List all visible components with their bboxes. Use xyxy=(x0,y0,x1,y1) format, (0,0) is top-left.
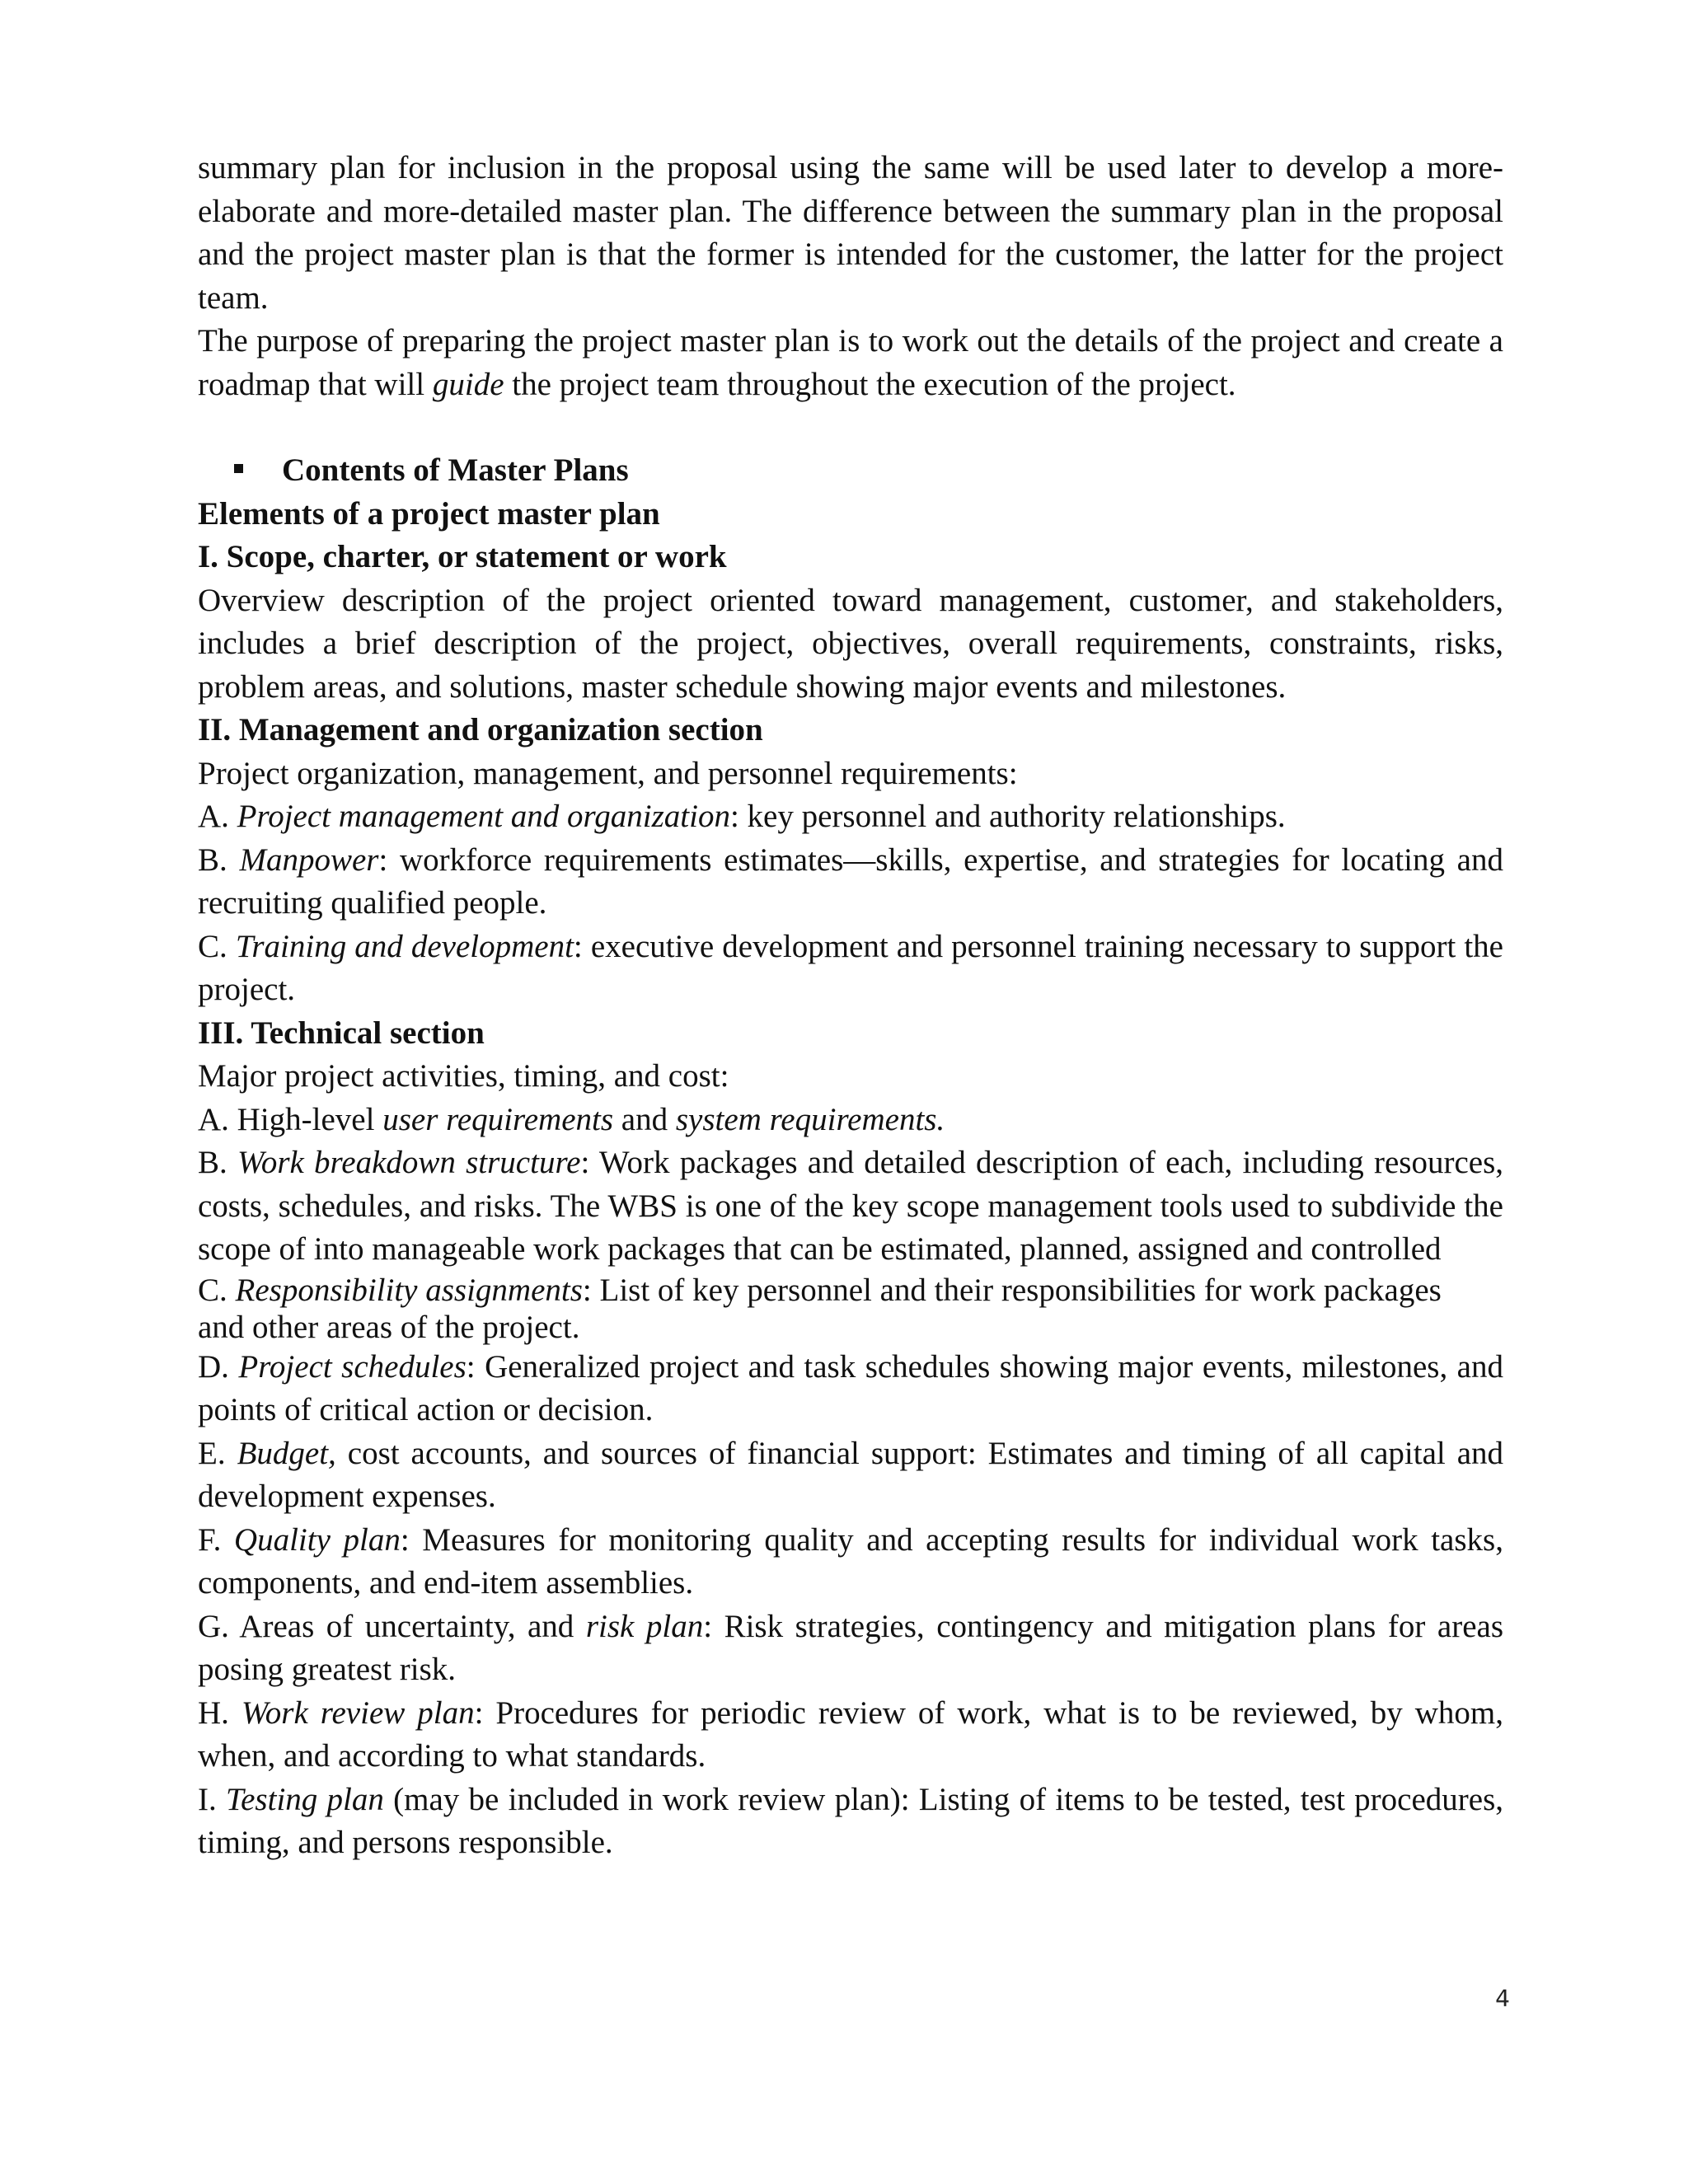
section-3-item-h: H. Work review plan: Procedures for periodic review of work, what is to be reviewed, by whom, when, and according to what standards. xyxy=(198,1694,1503,1774)
section-3-item-g: G. Areas of uncertainty, and risk plan: Risk strategies, contingency and mitigation plans for areas posing greatest risk. xyxy=(198,1608,1503,1687)
intro-paragraph-1: summary plan for inclusion in the proposal using the same will be used later to develop a more-elaborate and more-detailed master plan. The difference between the summary plan in the proposal and the project master plan is that the former is intended for the customer, the latter for the project team. xyxy=(198,150,1503,316)
section-3-item-a: A. High-level user requirements and system requirements. xyxy=(198,1101,945,1137)
section-1-heading: I. Scope, charter, or statement or work xyxy=(198,539,727,574)
section-2-heading: II. Management and organization section xyxy=(198,712,763,748)
section-1-body: Overview description of the project oriented toward management, customer, and stakeholders, includes a brief description of the project, objectives, overall requirements, constraints, risks, problem areas, and solutions, master schedule showing major events and milestones. xyxy=(198,582,1503,705)
elements-heading: Elements of a project master plan xyxy=(198,495,660,532)
bullet-heading: Contents of Master Plans xyxy=(198,449,1503,493)
intro-paragraph-2: The purpose of preparing the project master plan is to work out the details of the project and create a roadmap that will guide the project team throughout the execution of the project. xyxy=(198,323,1503,402)
section-3-item-d: D. Project schedules: Generalized project and task schedules showing major events, milestones, and points of critical action or decision. xyxy=(198,1348,1503,1427)
paragraph-spacer xyxy=(198,406,1503,449)
emphasis-guide: guide xyxy=(432,366,504,402)
section-3-item-c: C. Responsibility assignments: List of key personnel and their responsibilities for work packages and other areas of the project. xyxy=(198,1272,1442,1345)
section-3-item-i: I. Testing plan (may be included in work review plan): Listing of items to be tested, test procedures, timing, and persons responsible. xyxy=(198,1781,1503,1860)
section-2-item-a: A. Project management and organization: key personnel and authority relationships. xyxy=(198,799,1286,834)
section-3-intro: Major project activities, timing, and cost: xyxy=(198,1058,729,1094)
section-3-heading: III. Technical section xyxy=(198,1015,485,1051)
page-number: 4 xyxy=(1495,1985,1510,2012)
square-bullet-icon xyxy=(234,464,243,473)
section-2-item-c: C. Training and development: executive development and personnel training necessary to support the project. xyxy=(198,928,1503,1007)
section-2-item-b: B. Manpower: workforce requirements estimates—skills, expertise, and strategies for locating and recruiting qualified people. xyxy=(198,841,1503,921)
section-3-item-e: E. Budget, cost accounts, and sources of financial support: Estimates and timing of all capital and development expenses. xyxy=(198,1435,1504,1514)
section-3-item-f: F. Quality plan: Measures for monitoring quality and accepting results for individual work tasks, components, and end-item assemblies. xyxy=(198,1521,1503,1601)
section-3-item-b: B. Work breakdown structure: Work packages and detailed description of each, including resources, costs, schedules, and risks. The WBS is one of the key scope management tools used to subdivide the scope of into manageable work packages that can be estimated, planned, assigned and controlled xyxy=(198,1145,1503,1267)
section-2-intro: Project organization, management, and personnel requirements: xyxy=(198,755,1018,791)
page-content xyxy=(198,147,1503,1865)
